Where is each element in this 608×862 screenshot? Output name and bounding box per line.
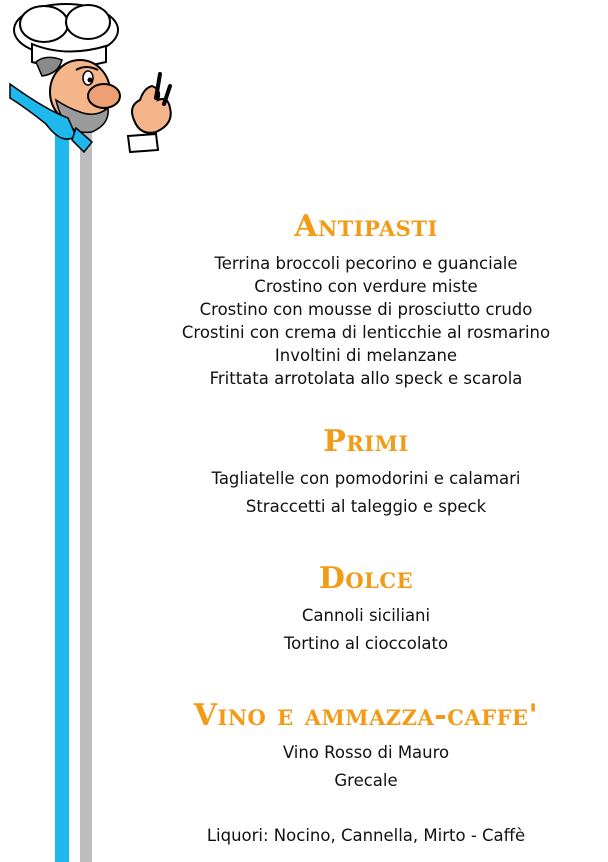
menu-item: Grecale xyxy=(334,771,398,790)
menu-item: Straccetti al taleggio e speck xyxy=(245,497,487,516)
section-title-vino: Vino e ammazza-caffe' xyxy=(193,698,539,733)
menu-item: Frittata arrotolata allo speck e scarola xyxy=(209,369,523,388)
section-title-primi: Primi xyxy=(323,424,409,459)
blue-stripe xyxy=(55,118,69,862)
grey-stripe xyxy=(80,118,92,862)
chef-ok-gesture-icon xyxy=(6,0,176,160)
menu-item: Cannoli siciliani xyxy=(301,606,431,625)
menu-item: Terrina broccoli pecorino e guanciale xyxy=(214,254,518,273)
menu-item: Crostino con verdure miste xyxy=(254,277,478,296)
menu-item: Crostino con mousse di prosciutto crudo xyxy=(199,300,533,319)
menu-item: Vino Rosso di Mauro xyxy=(282,743,450,762)
section-title-dolce: Dolce xyxy=(318,561,414,596)
menu-item: Liquori: Nocino, Cannella, Mirto - Caffè xyxy=(206,826,526,845)
menu-item: Involtini di melanzane xyxy=(274,346,458,365)
section-title-antipasti: Antipasti xyxy=(294,209,438,244)
menu-item: Tortino al cioccolato xyxy=(283,634,449,653)
menu-item: Tagliatelle con pomodorini e calamari xyxy=(211,469,521,488)
menu-item: Crostini con crema di lenticchie al rosmarino xyxy=(181,323,551,342)
